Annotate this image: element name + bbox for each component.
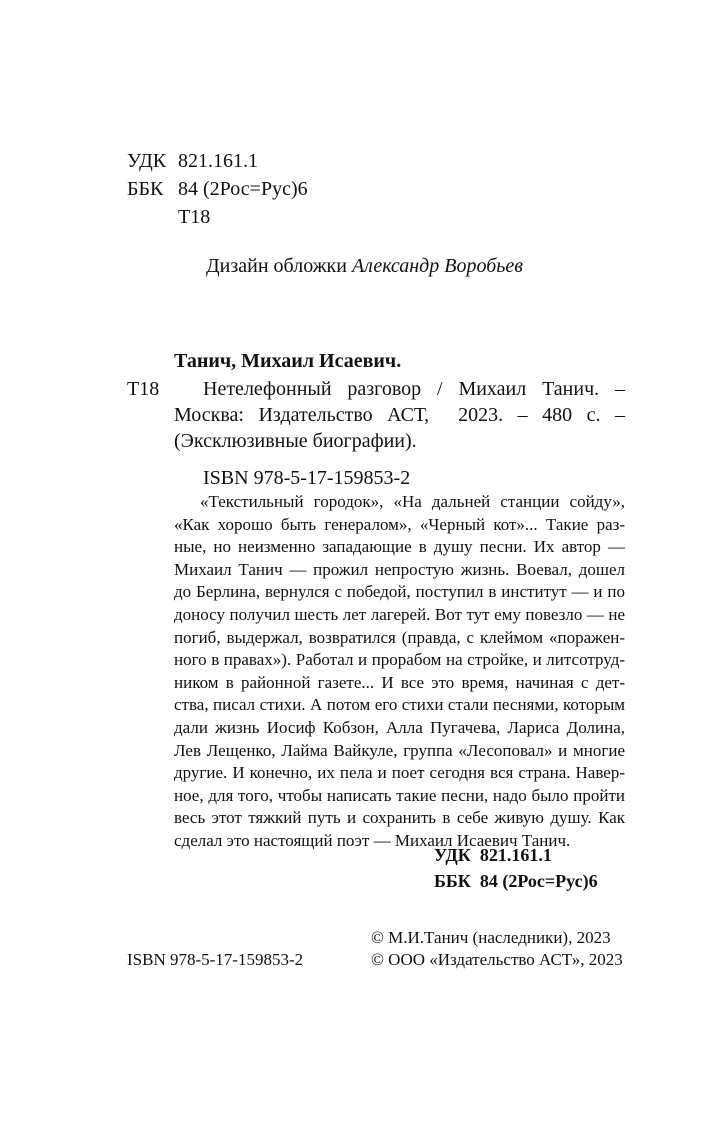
- annotation-line: сделал это настоящий поэт — Михаил Исаевич Танич.: [174, 830, 571, 850]
- author-mark: Т18: [178, 206, 211, 228]
- annotation-line: другие. И конечно, их пела и поет сегодня вся страна. Навер-: [174, 763, 625, 783]
- annotation-line: до Берлина, вернулся с победой, поступил в институт — и по: [174, 582, 625, 602]
- annotation-line: погиб, выдержал, возвратился (правда, с клеймом «поражен-: [174, 627, 625, 647]
- annotation: [174, 491, 625, 853]
- annotation-line: дали жизнь Иосиф Кобзон, Алла Пугачева, Лариса Долина,: [174, 717, 625, 737]
- record-line-1: Нетелефонный разговор / Михаил Танич. –: [203, 378, 625, 400]
- copyright-publisher: © ООО «Издательство АСТ», 2023: [371, 950, 623, 969]
- cover-design-credit: [206, 253, 523, 279]
- udk-label: УДК: [127, 150, 167, 172]
- classification-udk: УДК 821.161.1: [434, 845, 552, 865]
- record-author: Танич, Михаил Исаевич.: [174, 350, 402, 372]
- annotation-line: ства, писал стихи. А потом его стихи стали песнями, которым: [174, 695, 625, 715]
- cover-designer-name: Александр Воробьев: [351, 255, 523, 277]
- annotation-line: «Как хорошо быть генералом», «Черный кот»... Такие раз-: [174, 514, 625, 534]
- annotation-line: ником в районной газете... И все это время, начиная с дет-: [174, 672, 625, 692]
- bbk-label: ББК: [127, 178, 164, 200]
- annotation-line: ное, для того, чтобы написать такие песни, надо было пройти: [174, 785, 625, 805]
- record-line-2: Москва: Издательство АСТ, 2023. – 480 с. –: [174, 404, 625, 426]
- record-isbn: ISBN 978-5-17-159853-2: [203, 467, 411, 489]
- udk-value: 821.161.1: [178, 150, 258, 172]
- bbk-value: 84 (2Рос=Рус)6: [178, 178, 308, 200]
- annotation-line: доносу получил шесть лет лагерей. Вот тут ему повезло — не: [174, 604, 625, 624]
- record-mark: Т18: [127, 378, 160, 400]
- annotation-line: Лев Лещенко, Лайма Вайкуле, группа «Лесоповал» и многие: [174, 740, 625, 760]
- annotation-line: ные, но неизменно западающие в душу песни. Их автор —: [174, 537, 625, 557]
- record-line-3: (Эксклюзивные биографии).: [174, 430, 417, 452]
- annotation-line: «Текстильный городок», «На дальней станции сойду»,: [200, 492, 625, 511]
- cover-design-label: Дизайн обложки: [206, 255, 347, 277]
- annotation-line: Михаил Танич — прожил непростую жизнь. Воевал, дошел: [174, 559, 625, 579]
- classification-bbk: ББК 84 (2Рос=Рус)6: [434, 871, 598, 891]
- copyright-heirs: © М.И.Танич (наследники), 2023: [371, 928, 611, 947]
- footer-isbn: ISBN 978-5-17-159853-2: [127, 950, 304, 969]
- annotation-line: ного в правах»). Работал и прорабом на стройке, и литсотруд-: [174, 650, 625, 670]
- annotation-line: весь этот тяжкий путь и сохранить в себе живую душу. Как: [174, 808, 625, 828]
